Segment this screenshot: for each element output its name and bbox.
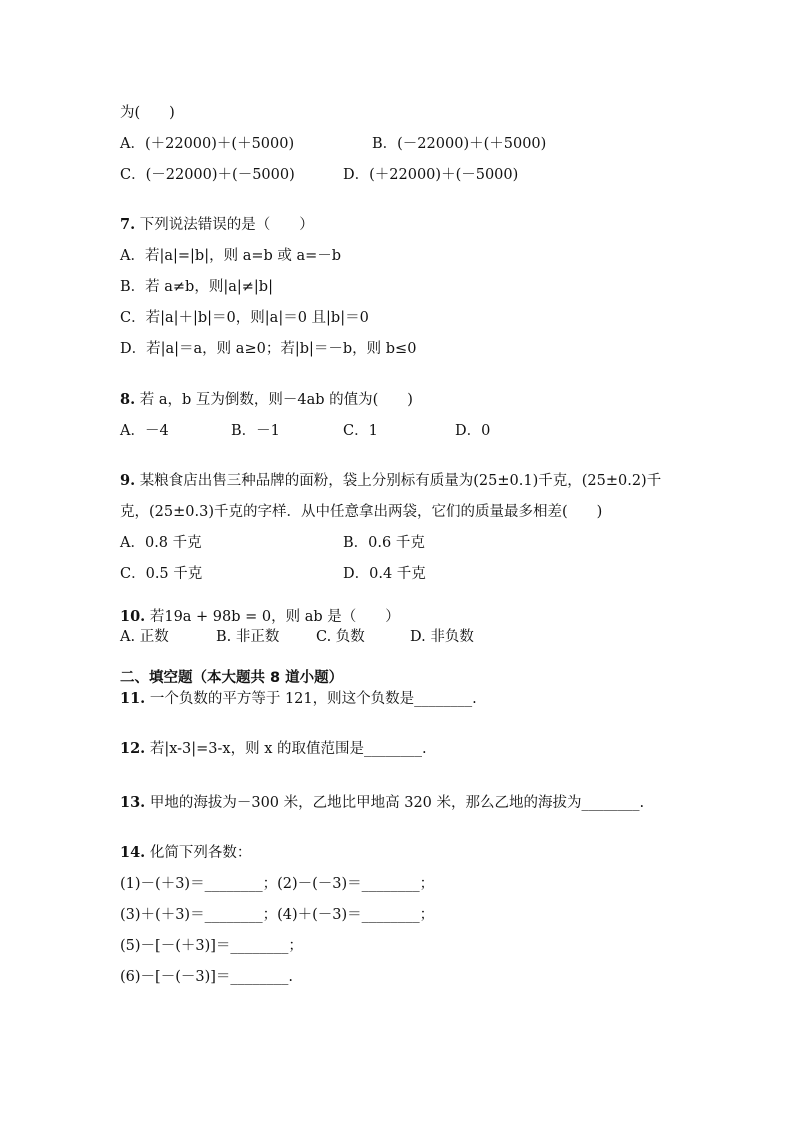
q7-text: 下列说法错误的是（ ） — [139, 217, 314, 233]
q10-option-a: A. 正数 — [120, 629, 169, 645]
q10-stem — [120, 608, 400, 626]
q13-text: 甲地的海拔为－300 米，乙地比甲地高 320 米，那么乙地的海拔为________. — [149, 795, 645, 811]
q6-stem-tail: 为( ) — [120, 105, 175, 121]
q13-number: 13. — [120, 794, 146, 811]
q14-text: 化简下列各数： — [149, 845, 252, 861]
q8-text: 若 a，b 互为倒数，则－4ab 的值为( ) — [139, 392, 413, 408]
q11-text: 一个负数的平方等于 121，则这个负数是________. — [149, 691, 477, 707]
q8-option-c: C．1 — [343, 423, 378, 439]
q8-number: 8. — [120, 391, 136, 408]
section-heading: 二、填空题（本大题共 8 道小题） — [120, 670, 344, 686]
q9-number: 9. — [120, 472, 136, 489]
q14-line-1: (1)－(＋3)＝________；(2)－(－3)＝________； — [120, 876, 435, 892]
q8-option-b: B．－1 — [231, 423, 280, 439]
q8-option-a: A．－4 — [120, 423, 169, 439]
q6-option-c: C．(－22000)＋(－5000) — [120, 167, 295, 183]
q9-stem-line1 — [120, 472, 661, 490]
q9-option-a: A．0.8 千克 — [120, 535, 202, 551]
q7-number: 7. — [120, 216, 136, 233]
q14-stem — [120, 844, 251, 862]
q7-option-d: D．若|a|＝a，则 a≥0；若|b|＝－b，则 b≤0 — [120, 341, 417, 357]
q14-line-2: (3)＋(＋3)＝________；(4)＋(－3)＝________； — [120, 907, 435, 923]
q9-option-d: D．0.4 千克 — [343, 566, 426, 582]
q6-option-a: A．(＋22000)＋(＋5000) — [120, 136, 295, 152]
q10-text: 若19a + 98b = 0，则 ab 是（ ） — [149, 609, 400, 625]
q11-number: 11. — [120, 690, 146, 707]
q6-option-b: B．(－22000)＋(＋5000) — [372, 136, 547, 152]
q14-line-3: (5)－[－(＋3)]＝________； — [120, 938, 303, 954]
q10-number: 10. — [120, 608, 146, 625]
q10-option-d: D. 非负数 — [410, 629, 474, 645]
q9-text-1: 某粮食店出售三种品牌的面粉，袋上分别标有质量为(25±0.1)千克，(25±0.2)千 — [139, 473, 662, 489]
q12-number: 12. — [120, 740, 146, 757]
q11 — [120, 690, 477, 708]
q9-option-b: B．0.6 千克 — [343, 535, 425, 551]
q9-stem-line2: 克，(25±0.3)千克的字样．从中任意拿出两袋，它们的质量最多相差( ) — [120, 504, 603, 520]
q10-option-b: B. 非正数 — [216, 629, 280, 645]
q8-option-d: D．0 — [455, 423, 491, 439]
q7-option-c: C．若|a|＋|b|＝0，则|a|＝0 且|b|＝0 — [120, 310, 369, 326]
q12 — [120, 740, 427, 758]
q9-option-c: C．0.5 千克 — [120, 566, 203, 582]
q7-option-b: B．若 a≠b，则|a|≠|b| — [120, 279, 273, 295]
q14-number: 14. — [120, 844, 146, 861]
q12-text: 若|x-3|=3-x，则 x 的取值范围是________. — [149, 741, 427, 757]
q7-stem — [120, 216, 314, 234]
q8-stem — [120, 391, 413, 409]
q6-option-d: D．(＋22000)＋(－5000) — [343, 167, 519, 183]
q14-line-4: (6)－[－(－3)]＝________. — [120, 969, 294, 985]
q7-option-a: A．若|a|=|b|，则 a=b 或 a=－b — [120, 248, 342, 264]
q10-option-c: C. 负数 — [316, 629, 365, 645]
q13 — [120, 794, 644, 812]
